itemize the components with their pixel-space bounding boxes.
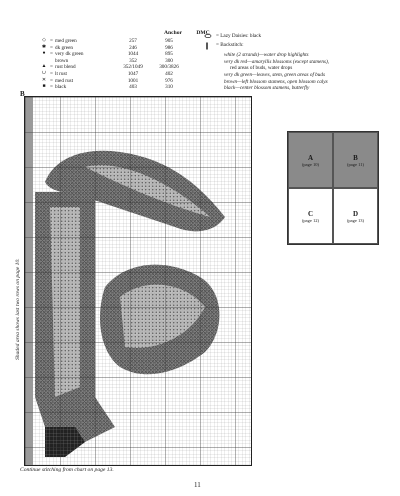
map-letter: A — [307, 153, 314, 162]
color-name: very dk green — [55, 51, 84, 58]
equals: = — [50, 44, 53, 51]
anchor-number: 1044 — [127, 51, 139, 58]
anchor-number: 352/1049 — [123, 64, 143, 71]
chart-section-label: B — [20, 90, 25, 98]
lazy-daisy-row — [204, 33, 374, 42]
dmc-number: 300/3826 — [159, 64, 179, 71]
symbol-icon: ● — [42, 51, 46, 57]
symbol-icon: ✕ — [41, 77, 47, 83]
anchor-header: Anchor — [163, 30, 183, 36]
map-page: (page 11) — [347, 161, 364, 167]
anchor-number: 403 — [129, 84, 137, 91]
dmc-number: 300 — [165, 57, 173, 64]
dmc-number: 986 — [165, 44, 173, 51]
lazy-daisy-text: = Lazy Daisies: black — [216, 33, 262, 39]
equals: = — [50, 77, 53, 84]
lazy-daisy-icon — [204, 33, 216, 42]
backstitch-line: black—center blossom stamens, butterfly — [224, 85, 310, 92]
backstitch-line: red areas of buds, water drops — [230, 65, 293, 72]
anchor-number: 1001 — [127, 77, 139, 84]
symbol-icon: ■ — [42, 84, 46, 90]
color-name: brown — [55, 57, 69, 64]
color-name: rust blend — [55, 64, 76, 71]
side-note — [7, 180, 21, 360]
equals: = — [50, 38, 53, 44]
color-name: med rust — [55, 77, 74, 84]
map-page: (page 13) — [346, 217, 365, 223]
dmc-number: 310 — [165, 84, 173, 91]
stitch-notes — [204, 33, 374, 92]
color-name: med green — [55, 38, 77, 44]
symbol-icon: ∪ — [41, 70, 47, 76]
symbol-icon: ◇ — [42, 38, 46, 43]
backstitch-row — [204, 42, 374, 53]
map-letter: C — [307, 209, 314, 218]
chart-grid-image — [25, 97, 251, 465]
backstitch-line: white (2 strands)—water drop highlights — [224, 52, 309, 59]
anchor-number: 1047 — [127, 70, 139, 77]
backstitch-title: = Backstitch: — [216, 41, 244, 48]
page-number: 11 — [194, 481, 201, 489]
map-letter: B — [353, 153, 358, 162]
backstitch-line: brown—left blossom stamens, open blossom calyx — [224, 78, 328, 85]
backstitch-lines — [204, 52, 374, 92]
equals: = — [50, 70, 53, 77]
dmc-number: 895 — [165, 51, 173, 58]
equals: = — [50, 64, 53, 71]
color-name: dk green — [55, 44, 74, 51]
map-cell-d — [333, 188, 378, 244]
backstitch-line: very dk red—amaryllis blossoms (except stamens), — [224, 58, 329, 65]
backstitch-icon — [204, 42, 216, 53]
equals: = — [50, 51, 53, 58]
dmc-number: 905 — [165, 38, 173, 44]
map-letter: D — [352, 209, 359, 218]
map-cell-a — [288, 132, 333, 188]
map-page: (page 12) — [301, 217, 320, 223]
cross-stitch-chart — [24, 96, 252, 466]
map-page: (page 10) — [301, 161, 320, 167]
color-name: black — [55, 84, 67, 91]
equals: = — [50, 84, 53, 91]
anchor-number: 352 — [129, 57, 137, 64]
color-name: lt rust — [55, 70, 67, 77]
symbol-icon: ▲ — [41, 64, 47, 70]
dmc-number: 402 — [165, 70, 173, 77]
continue-note: Continue stitching from chart on page 13. — [20, 467, 114, 473]
map-cell-c — [288, 188, 333, 244]
chart-page-map — [287, 131, 379, 245]
symbol-icon: ✱ — [41, 44, 47, 50]
side-note-text: Shaded area shows last two rows on page 10. — [15, 258, 21, 360]
dmc-number: 976 — [165, 77, 173, 84]
dmc-header: DMC — [196, 30, 210, 36]
backstitch-line: very dk green—leaves, stem, green areas of buds — [224, 71, 325, 78]
anchor-number: 257 — [129, 38, 137, 44]
anchor-number: 246 — [129, 44, 137, 51]
map-cell-b — [333, 132, 378, 188]
